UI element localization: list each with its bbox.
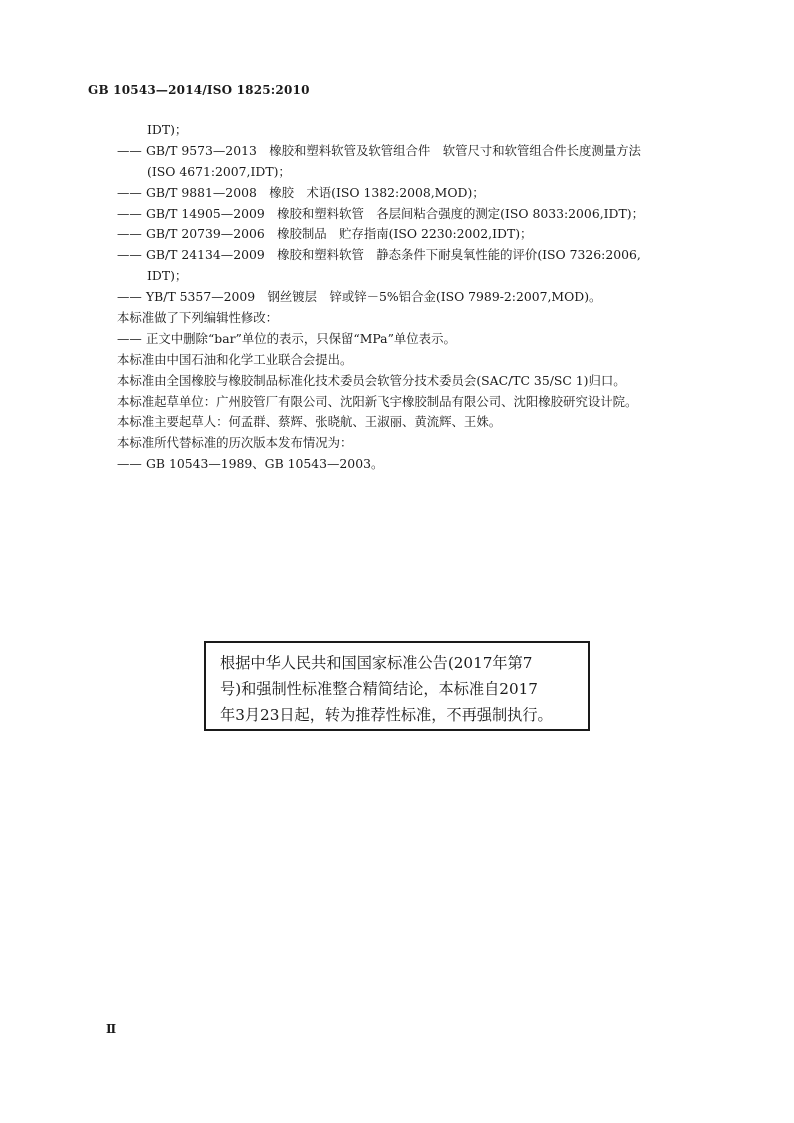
notice-line: 根据中华人民共和国国家标准公告(2017年第7: [220, 654, 533, 672]
line-dash: ——: [117, 226, 142, 242]
line-dash: ——: [117, 142, 142, 158]
line-text: 本标准做了下列编辑性修改：: [117, 310, 279, 326]
foreword-line: [117, 120, 717, 141]
line-text: GB/T 20739—2006 橡胶制品 贮存指南(ISO 2230:2002,IDT)；: [146, 226, 533, 242]
line-text: GB 10543—1989、GB 10543—2003。: [146, 456, 384, 472]
foreword-line: [117, 412, 717, 433]
foreword-line: [117, 183, 717, 204]
document-header-code: GB 10543—2014/ISO 1825:2010: [88, 83, 310, 97]
foreword-line: [117, 329, 717, 350]
foreword-line: [117, 350, 717, 371]
line-text: (ISO 4671:2007,IDT)；: [147, 163, 291, 179]
foreword-line: [117, 141, 717, 162]
foreword-line: [117, 371, 717, 392]
foreword-line: [117, 392, 717, 413]
foreword-line: [117, 245, 717, 266]
line-text: YB/T 5357—2009 钢丝镀层 锌或锌－5%铝合金(ISO 7989-2:2007,MOD)。: [146, 289, 602, 305]
foreword-line: [117, 224, 717, 245]
line-dash: ——: [117, 247, 142, 263]
foreword-body: [117, 120, 717, 475]
line-text: 本标准由中国石油和化学工业联合会提出。: [117, 351, 353, 367]
page-number: Ⅱ: [106, 1022, 117, 1036]
foreword-line: [117, 287, 717, 308]
line-dash: ——: [117, 330, 142, 346]
foreword-line: [117, 162, 717, 183]
line-dash: ——: [117, 184, 142, 200]
notice-box: [204, 641, 590, 731]
line-dash: ——: [117, 205, 142, 221]
line-text: GB/T 9573—2013 橡胶和塑料软管及软管组合件 软管尺寸和软管组合件长度测量方法: [146, 142, 641, 158]
line-text: GB/T 9881—2008 橡胶 术语(ISO 1382:2008,MOD)；: [146, 184, 485, 200]
notice-line: 年3月23日起，转为推荐性标准，不再强制执行。: [220, 706, 553, 724]
line-dash: ——: [117, 456, 142, 472]
line-text: 正文中删除“bar”单位的表示，只保留“MPa”单位表示。: [146, 330, 456, 346]
line-text: IDT)；: [147, 122, 188, 137]
line-text: 本标准起草单位：广州胶管厂有限公司、沈阳新飞宇橡胶制品有限公司、沈阳橡胶研究设计院。: [117, 393, 638, 409]
line-text: GB/T 24134—2009 橡胶和塑料软管 静态条件下耐臭氧性能的评价(ISO 7326:2006,: [146, 247, 641, 263]
line-text: IDT)；: [147, 268, 188, 284]
foreword-line: [117, 266, 717, 287]
line-text: 本标准所代替标准的历次版本发布情况为：: [117, 435, 353, 451]
line-dash: ——: [117, 289, 142, 305]
line-text: 本标准由全国橡胶与橡胶制品标准化技术委员会软管分技术委员会(SAC/TC 35/SC 1)归口。: [117, 372, 626, 388]
foreword-line: [117, 308, 717, 329]
foreword-line: [117, 433, 717, 454]
foreword-line: [117, 454, 717, 475]
foreword-line: [117, 204, 717, 225]
line-text: 本标准主要起草人：何孟群、蔡辉、张晓航、王淑丽、黄流辉、王姝。: [117, 414, 502, 430]
notice-line: 号)和强制性标准整合精简结论，本标准自2017: [220, 680, 538, 698]
line-text: GB/T 14905—2009 橡胶和塑料软管 各层间粘合强度的测定(ISO 8033:2006,IDT)；: [146, 205, 644, 221]
